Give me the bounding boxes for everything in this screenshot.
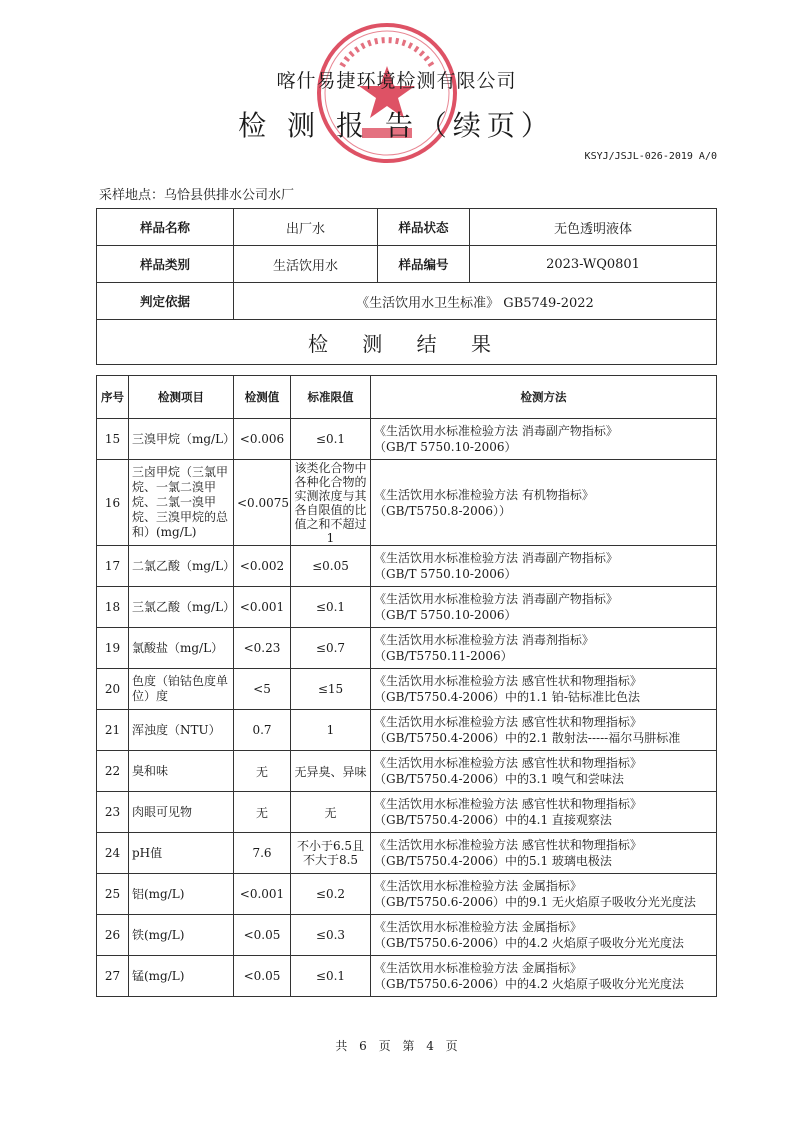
method-line-1: 《生活饮用水标准检验方法 消毒副产物指标》 [374,592,618,606]
row-limit: ≤0.05 [291,546,371,587]
row-limit: 该类化合物中各种化合物的实测浓度与其各自限值的比值之和不超过1 [291,460,371,546]
row-method [371,628,717,669]
row-item: 三溴甲烷（mg/L） [129,419,234,460]
row-value: <0.05 [234,915,291,956]
method-line-2: （GB/T 5750.10-2006） [374,608,517,622]
method-line-2: （GB/T5750.6-2006）中的4.2 火焰原子吸收分光光度法 [374,977,684,991]
row-value: <0.0075 [234,460,291,546]
basis-label: 判定依据 [97,283,234,320]
method-line-1: 《生活饮用水标准检验方法 消毒副产物指标》 [374,424,618,438]
row-method [371,419,717,460]
row-limit: ≤15 [291,669,371,710]
method-line-2: （GB/T5750.11-2006） [374,649,513,663]
row-value: 0.7 [234,710,291,751]
row-item: 浑浊度（NTU） [129,710,234,751]
row-no: 24 [97,833,129,874]
table-row [97,419,717,460]
method-line-1: 《生活饮用水标准检验方法 感官性状和物理指标》 [374,674,642,688]
row-no: 27 [97,956,129,997]
row-method [371,751,717,792]
results-title: 检 测 结 果 [97,320,717,365]
basis-row [97,283,717,320]
row-limit: 1 [291,710,371,751]
row-value: <0.002 [234,546,291,587]
row-limit: 无 [291,792,371,833]
method-line-1: 《生活饮用水标准检验方法 金属指标》 [374,920,582,934]
row-item: 铝(mg/L) [129,874,234,915]
method-line-1: 《生活饮用水标准检验方法 感官性状和物理指标》 [374,838,642,852]
row-method [371,915,717,956]
table-row [97,669,717,710]
row-limit: ≤0.1 [291,956,371,997]
method-line-2: （GB/T5750.4-2006）中的2.1 散射法-----福尔马肼标准 [374,731,681,745]
method-line-2: （GB/T5750.6-2006）中的4.2 火焰原子吸收分光光度法 [374,936,684,950]
row-method [371,833,717,874]
method-line-2: （GB/T5750.8-2006）） [374,503,512,518]
method-line-2: （GB/T5750.4-2006）中的4.1 直接观察法 [374,813,612,827]
sample-id-value: 2023-WQ0801 [470,246,717,283]
row-limit: ≤0.7 [291,628,371,669]
row-no: 25 [97,874,129,915]
table-row [97,587,717,628]
table-row [97,956,717,997]
row-item: 三氯乙酸（mg/L） [129,587,234,628]
row-limit: ≤0.2 [291,874,371,915]
method-line-2: （GB/T5750.6-2006）中的9.1 无火焰原子吸收分光光度法 [374,895,696,909]
row-value: <0.05 [234,956,291,997]
row-item: 色度（铂钴色度单位）度 [129,669,234,710]
row-no: 26 [97,915,129,956]
row-method [371,874,717,915]
row-method [371,792,717,833]
row-item: 氯酸盐（mg/L） [129,628,234,669]
col-method-header: 检测方法 [371,376,717,419]
col-limit-header: 标准限值 [291,376,371,419]
row-no: 15 [97,419,129,460]
company-seal-icon [312,18,462,168]
row-method [371,710,717,751]
row-no: 23 [97,792,129,833]
sample-type-value: 生活饮用水 [234,246,378,283]
method-line-1: 《生活饮用水标准检验方法 金属指标》 [374,961,582,975]
table-row [97,460,717,546]
row-method [371,587,717,628]
row-no: 21 [97,710,129,751]
row-no: 16 [97,460,129,546]
method-line-2: （GB/T5750.4-2006）中的3.1 嗅气和尝味法 [374,772,624,786]
col-value-header: 检测值 [234,376,291,419]
sample-info-table [96,208,717,365]
row-limit: ≤0.1 [291,419,371,460]
company-name: 喀什易捷环境检测有限公司 [276,70,517,92]
row-item: 臭和味 [129,751,234,792]
method-line-1: 《生活饮用水标准检验方法 感官性状和物理指标》 [374,715,642,729]
row-item: 铁(mg/L) [129,915,234,956]
row-no: 18 [97,587,129,628]
method-line-2: （GB/T 5750.10-2006） [374,567,517,581]
page-footer: 共 6 页 第 4 页 [335,1039,458,1053]
row-item: pH值 [129,833,234,874]
col-no-header: 序号 [97,376,129,419]
table-row [97,751,717,792]
row-method [371,546,717,587]
row-item: 肉眼可见物 [129,792,234,833]
table-row [97,546,717,587]
row-no: 17 [97,546,129,587]
results-title-row [97,320,717,365]
row-value: <0.001 [234,587,291,628]
basis-value: 《生活饮用水卫生标准》 GB5749-2022 [234,283,717,320]
method-line-1: 《生活饮用水标准检验方法 感官性状和物理指标》 [374,797,642,811]
sample-name-label: 样品名称 [97,209,234,246]
method-line-1: 《生活饮用水标准检验方法 有机物指标》 [374,487,594,502]
report-title: 检 测 报 告（续页） [238,109,555,142]
row-limit: ≤0.3 [291,915,371,956]
row-value: 无 [234,751,291,792]
sample-row-1 [97,209,717,246]
row-item: 锰(mg/L) [129,956,234,997]
row-no: 22 [97,751,129,792]
row-value: 无 [234,792,291,833]
row-method [371,460,717,546]
table-row [97,833,717,874]
row-method [371,669,717,710]
col-item-header: 检测项目 [129,376,234,419]
table-row [97,628,717,669]
table-row [97,710,717,751]
row-limit: ≤0.1 [291,587,371,628]
row-value: 7.6 [234,833,291,874]
sample-state-label: 样品状态 [378,209,470,246]
sampling-site: 采样地点：乌恰县供排水公司水厂 [99,188,295,203]
row-method [371,956,717,997]
method-line-1: 《生活饮用水标准检验方法 消毒剂指标》 [374,633,594,647]
method-line-1: 《生活饮用水标准检验方法 金属指标》 [374,879,582,893]
sample-name-value: 出厂水 [234,209,378,246]
table-row [97,792,717,833]
row-value: <5 [234,669,291,710]
sample-row-2 [97,246,717,283]
row-no: 19 [97,628,129,669]
results-header-row [97,376,717,419]
row-value: <0.001 [234,874,291,915]
row-limit: 无异臭、异味 [291,751,371,792]
table-row [97,874,717,915]
sample-type-label: 样品类别 [97,246,234,283]
sample-id-label: 样品编号 [378,246,470,283]
row-item: 二氯乙酸（mg/L） [129,546,234,587]
results-table [96,375,717,997]
row-item: 三卤甲烷（三氯甲烷、一氯二溴甲烷、二氯一溴甲烷、三溴甲烷的总和）(mg/L) [129,460,234,546]
method-line-2: （GB/T 5750.10-2006） [374,440,517,454]
method-line-1: 《生活饮用水标准检验方法 感官性状和物理指标》 [374,756,642,770]
row-value: <0.23 [234,628,291,669]
row-no: 20 [97,669,129,710]
method-line-2: （GB/T5750.4-2006）中的1.1 铂-钴标准比色法 [374,690,640,704]
row-limit: 不小于6.5且不大于8.5 [291,833,371,874]
table-row [97,915,717,956]
method-line-1: 《生活饮用水标准检验方法 消毒副产物指标》 [374,551,618,565]
sample-state-value: 无色透明液体 [470,209,717,246]
document-code: KSYJ/JSJL-026-2019 A/0 [584,151,717,162]
row-value: <0.006 [234,419,291,460]
method-line-2: （GB/T5750.4-2006）中的5.1 玻璃电极法 [374,854,612,868]
